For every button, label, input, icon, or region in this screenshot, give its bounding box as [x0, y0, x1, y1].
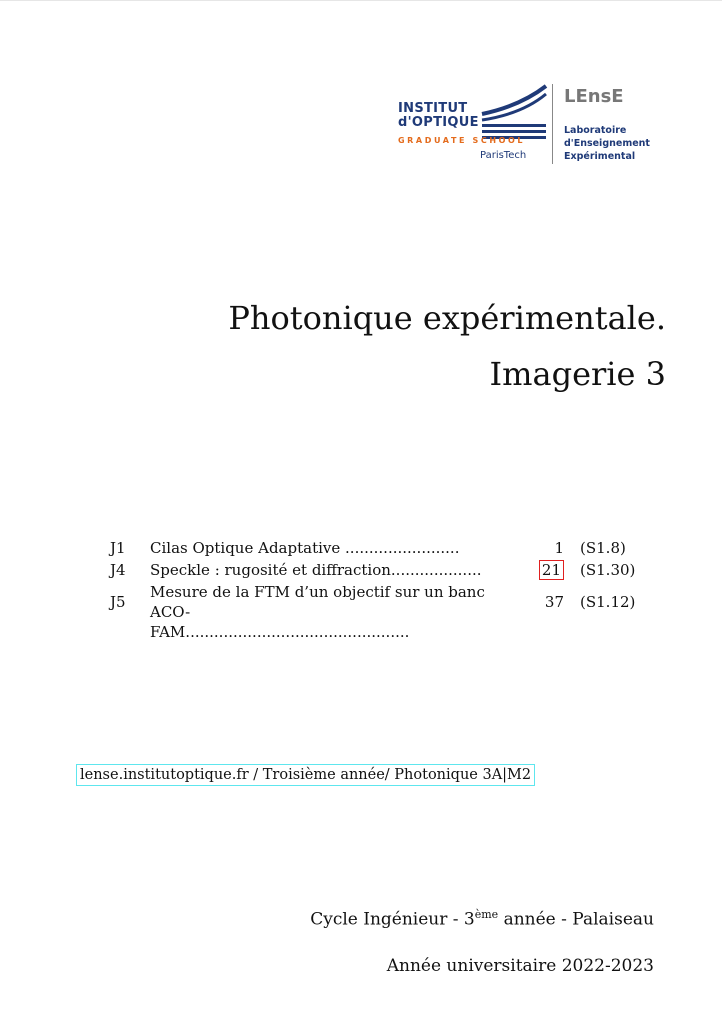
toc-ref: (S1.30) — [580, 561, 636, 579]
page-top-edge — [0, 0, 722, 1]
lense-logo-title: LEnsE — [564, 86, 624, 107]
logo-divider — [552, 84, 553, 164]
toc-label: Cilas Optique Adaptative ........................ — [150, 539, 460, 557]
cycle-text: Cycle Ingénieur - 3ème année - Palaiseau — [310, 908, 654, 930]
toc-page-number[interactable] — [524, 560, 564, 580]
page-link-box[interactable]: 21 — [539, 560, 564, 580]
toc-row[interactable] — [100, 538, 660, 560]
toc-page-number[interactable]: 1 — [554, 539, 564, 557]
graduate-school-text: GRADUATE SCHOOL — [398, 136, 526, 145]
academic-year: Année universitaire 2022-2023 — [386, 956, 654, 976]
institut-optique-logo-mark — [480, 84, 550, 140]
toc-label: Mesure de la FTM d’un objectif sur un banc ACO- FAM............................................... — [150, 583, 485, 641]
toc-code: J4 — [110, 561, 126, 579]
toc-code: J5 — [110, 593, 126, 611]
toc-ref: (S1.8) — [580, 539, 626, 557]
lense-logo-subtitle: Laboratoire d'Enseignement Expérimental — [564, 125, 650, 162]
toc-label: Speckle : rugosité et diffraction................... — [150, 561, 482, 579]
toc-page-number[interactable]: 37 — [544, 593, 564, 611]
toc-code: J1 — [110, 539, 126, 557]
toc-row[interactable] — [100, 582, 660, 641]
document-title: Photonique expérimentale. — [228, 299, 666, 337]
document-subtitle: Imagerie 3 — [489, 355, 666, 393]
header-logos — [398, 84, 658, 170]
toc-row[interactable] — [100, 560, 660, 582]
institut-optique-logo-text: INSTITUT d'OPTIQUE — [398, 101, 479, 130]
table-of-contents — [100, 538, 660, 641]
paristech-text: ParisTech — [480, 150, 527, 161]
website-link[interactable]: lense.institutoptique.fr / Troisième année/ Photonique 3A|M2 — [76, 764, 535, 786]
toc-ref: (S1.12) — [580, 593, 636, 611]
